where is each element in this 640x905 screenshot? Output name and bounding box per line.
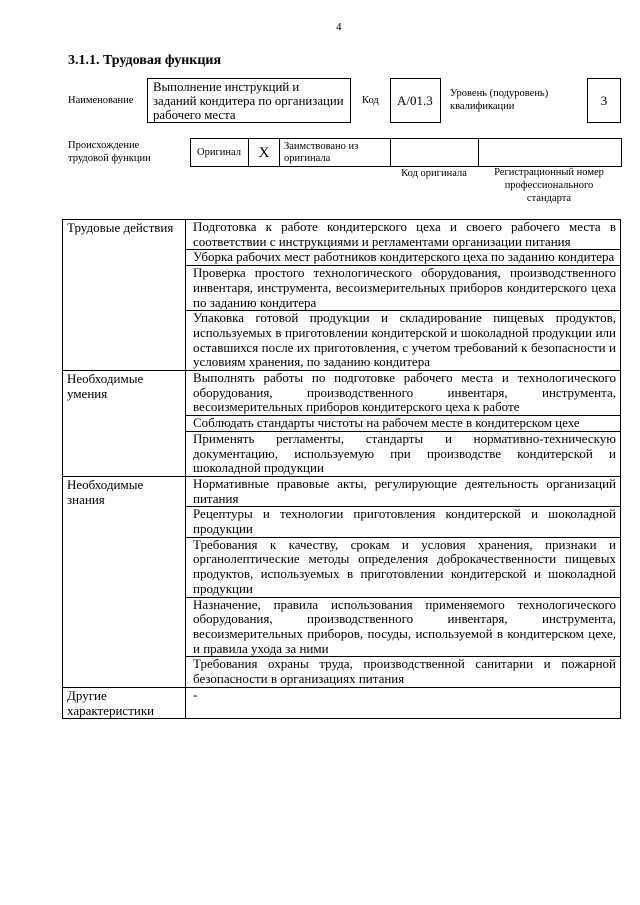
- code-label: Код: [362, 95, 379, 106]
- table-row: [63, 687, 621, 718]
- labor-function-table: [62, 219, 621, 719]
- origin-mark-cell: X: [249, 139, 280, 167]
- table-row: [63, 476, 621, 506]
- labor-action-item: Упаковка готовой продукции и складирование пищевых продуктов, используемых в приготовлении кондитерской и шоколадной продукции или оставшихся после их приготовления, с учетом требований к безопасности и условиям хранения, по заданию кондитера: [186, 311, 621, 371]
- required-skill-item: Соблюдать стандарты чистоты на рабочем месте в кондитерском цехе: [186, 416, 621, 432]
- code-value-box: А/01.3: [390, 78, 441, 123]
- section-label-other-characteristics: Другие характеристики: [63, 687, 186, 718]
- original-code-caption: Код оригинала: [401, 168, 467, 179]
- required-knowledge-item: Требования к качеству, срокам и условия хранения, признаки и органолептические методы определения доброкачественности пищевых продуктов, используемых в приготовлении кондитерской и шоколадной продукции: [186, 537, 621, 597]
- required-knowledge-item: Рецептуры и технологии приготовления кондитерской и шоколадной продукции: [186, 507, 621, 537]
- other-characteristics-item: -: [186, 687, 621, 718]
- section-label-labor-actions: Трудовые действия: [63, 220, 186, 371]
- function-name-line: Выполнение инструкций и: [153, 80, 300, 94]
- origin-borrowed-cell: Заимствовано из оригинала: [280, 139, 391, 167]
- function-name-box: [147, 78, 351, 123]
- required-skill-item: Применять регламенты, стандарты и нормативно-техническую документацию, используемую при производстве кондитерской и шоколадной продукции: [186, 431, 621, 476]
- origin-reg-number-cell: [479, 139, 622, 167]
- origin-row: [191, 139, 622, 167]
- section-label-required-knowledge: Необходимые знания: [63, 476, 186, 687]
- section-label-required-skills: Необходимые умения: [63, 371, 186, 477]
- required-knowledge-item: Назначение, правила использования применяемого технологического оборудования, производственного инвентаря, инструмента, весоизмерительных приборов, посуды, используемой в кондитерском цехе, и правила ухода за ними: [186, 597, 621, 657]
- labor-action-item: Проверка простого технологического оборудования, производственного инвентаря, инструмента, весоизмерительных приборов кондитерского цеха по заданию кондитера: [186, 266, 621, 311]
- labor-action-item: Подготовка к работе кондитерского цеха и своего рабочего места в соответствии с инструкциями и регламентами организации питания: [186, 220, 621, 250]
- qualification-level-label: Уровень (подуровень) квалификации: [450, 88, 549, 112]
- origin-table: [190, 138, 622, 167]
- origin-code-cell: [391, 139, 479, 167]
- page-number: 4: [336, 21, 342, 33]
- origin-original-cell: Оригинал: [191, 139, 249, 167]
- section-title: 3.1.1. Трудовая функция: [68, 53, 222, 68]
- table-row: [63, 220, 621, 250]
- required-skill-item: Выполнять работы по подготовке рабочего места и технологического оборудования, производственного инвентаря, инструмента, весоизмерительных приборов кондитерского цеха к работе: [186, 371, 621, 416]
- labor-action-item: Уборка рабочих мест работников кондитерского цеха по заданию кондитера: [186, 250, 621, 266]
- origin-label: Происхождение трудовой функции: [68, 140, 151, 164]
- qualification-level-box: 3: [587, 78, 621, 123]
- name-label: Наименование: [68, 95, 134, 106]
- required-knowledge-item: Требования охраны труда, производственной санитарии и пожарной безопасности в организациях питания: [186, 657, 621, 687]
- required-knowledge-item: Нормативные правовые акты, регулирующие деятельность организаций питания: [186, 476, 621, 506]
- reg-number-caption: Регистрационный номер профессионального стандарта: [494, 167, 604, 204]
- function-name-line: заданий кондитера по организации: [153, 94, 344, 108]
- table-row: [63, 371, 621, 416]
- function-name-line: рабочего места: [153, 108, 236, 122]
